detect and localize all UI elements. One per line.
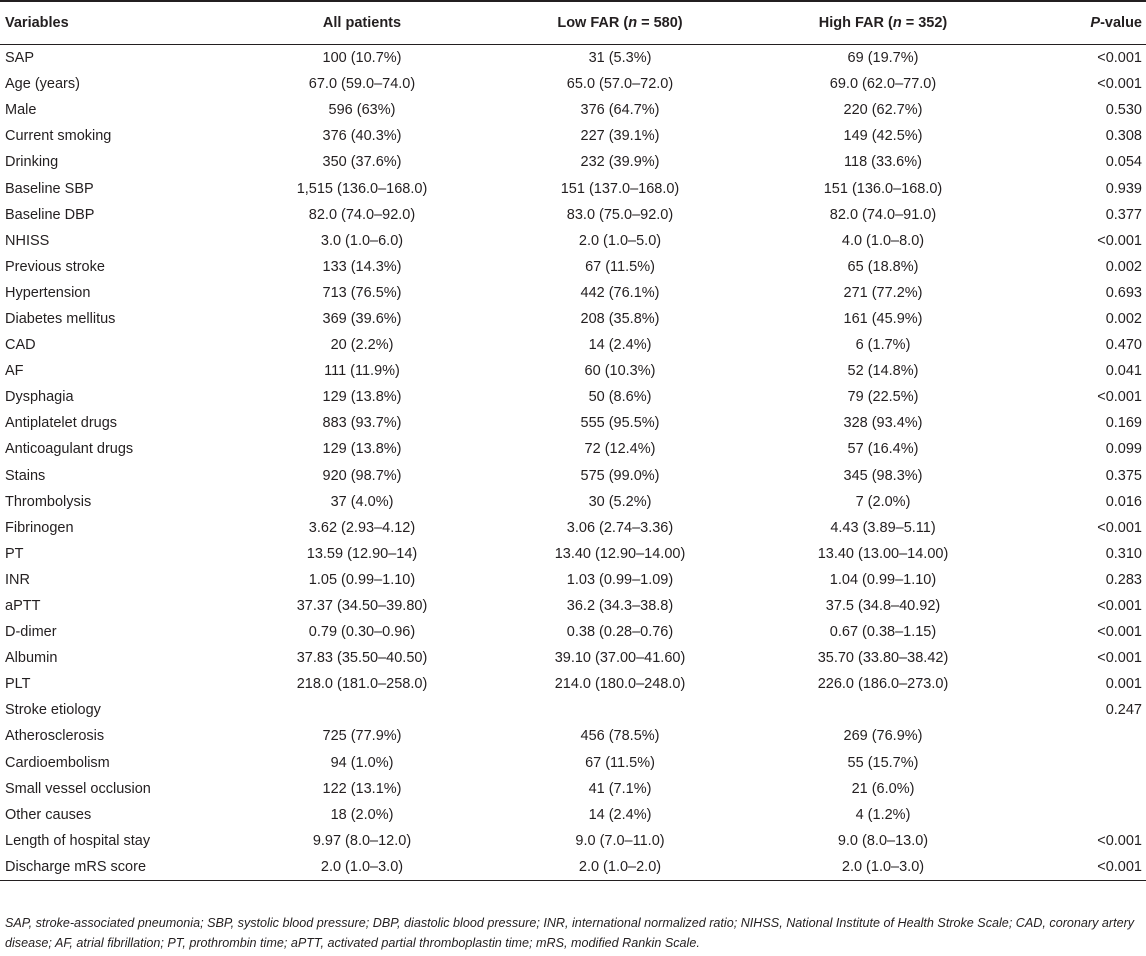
row-variable: Hypertension	[5, 284, 91, 301]
cell-low-far: 67 (11.5%)	[585, 258, 655, 275]
cell-all-patients: 3.62 (2.93–4.12)	[308, 519, 416, 536]
cell-low-far: 13.40 (12.90–14.00)	[554, 545, 686, 562]
cell-low-far: 60 (10.3%)	[584, 363, 656, 380]
row-variable: Baseline SBP	[5, 180, 94, 197]
header-p-suffix: -value	[1100, 15, 1142, 31]
cell-p-value: <0.001	[1097, 232, 1142, 249]
cell-high-far: 69 (19.7%)	[847, 50, 919, 67]
row-variable: Cardioembolism	[5, 754, 110, 771]
row-variable: Age (years)	[5, 76, 80, 93]
table-row	[0, 332, 1146, 358]
cell-p-value: 0.283	[1105, 571, 1142, 588]
cell-all-patients: 920 (98.7%)	[322, 467, 402, 484]
row-variable: Small vessel occlusion	[5, 780, 151, 797]
cell-high-far: 0.67 (0.38–1.15)	[829, 624, 937, 641]
cell-high-far: 4.0 (1.0–8.0)	[841, 232, 925, 249]
cell-low-far: 41 (7.1%)	[588, 780, 652, 797]
row-variable: NHISS	[5, 232, 50, 249]
cell-low-far: 227 (39.1%)	[580, 128, 660, 145]
cell-low-far: 456 (78.5%)	[580, 728, 660, 745]
row-variable: Drinking	[5, 154, 59, 171]
header-low-far-prefix: Low FAR (	[557, 15, 629, 31]
cell-low-far: 39.10 (37.00–41.60)	[554, 650, 686, 667]
row-variable: Albumin	[5, 650, 58, 667]
cell-p-value: 0.041	[1105, 363, 1142, 380]
table-header	[0, 1, 1146, 45]
cell-high-far: 151 (136.0–168.0)	[823, 180, 943, 197]
cell-all-patients: 133 (14.3%)	[322, 258, 402, 275]
cell-p-value: <0.001	[1097, 624, 1142, 641]
cell-p-value: 0.375	[1105, 467, 1142, 484]
table-row	[0, 463, 1146, 489]
table-row	[0, 71, 1146, 97]
cell-low-far: 376 (64.7%)	[580, 102, 660, 119]
row-variable: INR	[5, 571, 30, 588]
cell-high-far: 79 (22.5%)	[847, 389, 919, 406]
cell-p-value: 0.016	[1105, 493, 1142, 510]
header-row	[0, 1, 1146, 45]
cell-high-far: 37.5 (34.8–40.92)	[825, 598, 941, 615]
cell-all-patients	[233, 697, 491, 723]
cell-p-value: <0.001	[1097, 50, 1142, 67]
cell-p-value: 0.310	[1105, 545, 1142, 562]
cell-high-far: 69.0 (62.0–77.0)	[829, 76, 937, 93]
cell-low-far: 30 (5.2%)	[588, 493, 652, 510]
cell-p-value: 0.470	[1105, 337, 1142, 354]
cell-low-far: 214.0 (180.0–248.0)	[554, 676, 686, 693]
cell-low-far: 9.0 (7.0–11.0)	[575, 832, 665, 849]
cell-low-far: 208 (35.8%)	[580, 310, 660, 327]
cell-low-far: 65.0 (57.0–72.0)	[566, 76, 674, 93]
table-body	[0, 45, 1146, 881]
row-variable: D-dimer	[5, 624, 57, 641]
cell-all-patients: 376 (40.3%)	[322, 128, 402, 145]
cell-p-value: <0.001	[1097, 650, 1142, 667]
cell-all-patients: 13.59 (12.90–14)	[306, 545, 418, 562]
table-row	[0, 384, 1146, 410]
cell-high-far: 35.70 (33.80–38.42)	[817, 650, 949, 667]
table-row	[0, 593, 1146, 619]
header-high-far-n: n	[892, 15, 902, 31]
cell-all-patients: 218.0 (181.0–258.0)	[296, 676, 428, 693]
header-low-far-n: n	[628, 15, 638, 31]
cell-all-patients: 37 (4.0%)	[330, 493, 394, 510]
row-variable: Discharge mRS score	[0, 854, 233, 881]
row-variable: PT	[5, 545, 24, 562]
table-row	[0, 97, 1146, 123]
cell-p-value: 0.002	[1105, 258, 1142, 275]
cell-high-far: 1.04 (0.99–1.10)	[829, 571, 937, 588]
row-variable: Antiplatelet drugs	[5, 415, 118, 432]
cell-low-far: 67 (11.5%)	[585, 754, 655, 771]
cell-low-far	[491, 697, 749, 723]
table-row	[0, 515, 1146, 541]
cell-all-patients: 883 (93.7%)	[322, 415, 402, 432]
cell-all-patients: 111 (11.9%)	[324, 363, 400, 380]
cell-all-patients: 100 (10.7%)	[322, 50, 402, 67]
header-high-far-prefix: High FAR (	[818, 15, 893, 31]
row-variable: Stains	[5, 467, 46, 484]
cell-high-far: 82.0 (74.0–91.0)	[829, 206, 937, 223]
table-row	[0, 671, 1146, 697]
table-row	[0, 175, 1146, 201]
cell-high-far: 328 (93.4%)	[843, 415, 923, 432]
table-row	[0, 410, 1146, 436]
cell-p-value: 0.308	[1105, 128, 1142, 145]
cell-low-far: 3.06 (2.74–3.36)	[566, 519, 674, 536]
cell-high-far: 9.0 (8.0–13.0)	[837, 832, 929, 849]
cell-all-patients: 713 (76.5%)	[322, 284, 402, 301]
row-variable: Thrombolysis	[5, 493, 92, 510]
cell-high-far: 7 (2.0%)	[855, 493, 911, 510]
header-p-value	[1017, 1, 1146, 45]
cell-high-far: 220 (62.7%)	[843, 102, 923, 119]
cell-low-far: 575 (99.0%)	[580, 467, 660, 484]
cell-low-far: 14 (2.4%)	[588, 806, 652, 823]
table-row	[0, 254, 1146, 280]
cell-high-far: 4 (1.2%)	[855, 806, 911, 823]
cell-all-patients: 0.79 (0.30–0.96)	[308, 624, 416, 641]
row-variable: Anticoagulant drugs	[5, 441, 134, 458]
table-row	[0, 619, 1146, 645]
row-variable: Atherosclerosis	[5, 728, 105, 745]
cell-all-patients: 67.0 (59.0–74.0)	[308, 76, 416, 93]
cell-all-patients: 20 (2.2%)	[330, 337, 394, 354]
cell-low-far: 31 (5.3%)	[588, 50, 652, 67]
cell-low-far: 442 (76.1%)	[580, 284, 660, 301]
cell-p-value	[1017, 750, 1146, 776]
header-low-far-suffix: = 580)	[637, 15, 683, 31]
cell-p-value: <0.001	[1097, 519, 1142, 536]
header-high-far	[749, 1, 1017, 45]
cell-p-value: 0.939	[1105, 180, 1142, 197]
cell-low-far: 232 (39.9%)	[580, 154, 660, 171]
cell-all-patients: 1.05 (0.99–1.10)	[308, 571, 416, 588]
cell-p-value: 0.001	[1105, 676, 1142, 693]
cell-p-value: 0.530	[1105, 102, 1142, 119]
cell-all-patients: 369 (39.6%)	[322, 310, 402, 327]
row-variable: Previous stroke	[5, 258, 105, 275]
row-variable: aPTT	[5, 598, 41, 615]
cell-high-far: 269 (76.9%)	[843, 728, 923, 745]
cell-p-value: <0.001	[1097, 76, 1142, 93]
table-row	[0, 802, 1146, 828]
cell-low-far: 151 (137.0–168.0)	[560, 180, 680, 197]
cell-high-far: 57 (16.4%)	[847, 441, 919, 458]
table-row	[0, 854, 1146, 881]
cell-p-value: 0.002	[1105, 310, 1142, 327]
cell-all-patients: 2.0 (1.0–3.0)	[233, 854, 491, 881]
header-p-italic: P	[1090, 15, 1101, 31]
cell-p-value: 0.377	[1105, 206, 1142, 223]
table-row	[0, 723, 1146, 749]
cell-all-patients: 9.97 (8.0–12.0)	[312, 832, 412, 849]
cell-all-patients: 94 (1.0%)	[330, 754, 394, 771]
cell-all-patients: 82.0 (74.0–92.0)	[308, 206, 416, 223]
cell-high-far: 271 (77.2%)	[843, 284, 923, 301]
row-variable: Stroke etiology	[5, 702, 101, 719]
cell-high-far: 161 (45.9%)	[843, 310, 923, 327]
row-variable: Dysphagia	[5, 389, 74, 406]
cell-high-far: 118 (33.6%)	[844, 154, 922, 171]
cell-all-patients: 37.37 (34.50–39.80)	[296, 598, 428, 615]
cell-p-value: <0.001	[1097, 598, 1142, 615]
table-row	[0, 202, 1146, 228]
row-variable: Diabetes mellitus	[5, 310, 116, 327]
cell-high-far	[749, 697, 1017, 723]
cell-p-value	[1017, 723, 1146, 749]
row-variable: Other causes	[5, 806, 92, 823]
table-row	[0, 436, 1146, 462]
table-row	[0, 45, 1146, 72]
cell-p-value: 0.247	[1105, 702, 1142, 719]
cell-p-value	[1017, 776, 1146, 802]
row-variable: Fibrinogen	[5, 519, 74, 536]
cell-low-far: 1.03 (0.99–1.09)	[566, 571, 674, 588]
table-row	[0, 280, 1146, 306]
cell-all-patients: 122 (13.1%)	[322, 780, 402, 797]
cell-high-far: 2.0 (1.0–3.0)	[749, 854, 1017, 881]
cell-high-far: 55 (15.7%)	[847, 754, 919, 771]
cell-low-far: 555 (95.5%)	[580, 415, 660, 432]
row-variable: Length of hospital stay	[5, 832, 151, 849]
cell-high-far: 13.40 (13.00–14.00)	[817, 545, 949, 562]
cell-all-patients: 3.0 (1.0–6.0)	[320, 232, 404, 249]
table-row	[0, 828, 1146, 854]
cell-p-value: 0.099	[1105, 441, 1142, 458]
cell-all-patients: 129 (13.8%)	[322, 441, 402, 458]
table-row	[0, 358, 1146, 384]
row-variable: AF	[5, 363, 24, 380]
row-variable: PLT	[5, 676, 31, 693]
cell-high-far: 345 (98.3%)	[843, 467, 923, 484]
cell-low-far: 83.0 (75.0–92.0)	[566, 206, 674, 223]
row-variable: Baseline DBP	[5, 206, 95, 223]
cell-high-far: 21 (6.0%)	[851, 780, 915, 797]
cell-p-value: <0.001	[1097, 389, 1142, 406]
table-row	[0, 306, 1146, 332]
row-variable: SAP	[5, 50, 35, 67]
cell-high-far: 4.43 (3.89–5.11)	[830, 519, 936, 536]
cell-p-value: <0.001	[1017, 854, 1146, 881]
header-all-patients: All patients	[233, 1, 491, 45]
table-row	[0, 645, 1146, 671]
cell-p-value: <0.001	[1097, 832, 1142, 849]
header-variables: Variables	[0, 1, 233, 45]
cell-all-patients: 37.83 (35.50–40.50)	[296, 650, 428, 667]
cell-all-patients: 18 (2.0%)	[330, 806, 394, 823]
table-row	[0, 149, 1146, 175]
table-row	[0, 123, 1146, 149]
table-row	[0, 567, 1146, 593]
header-high-far-suffix: = 352)	[901, 15, 948, 31]
table-row	[0, 489, 1146, 515]
cell-all-patients: 1,515 (136.0–168.0)	[296, 180, 428, 197]
table-row	[0, 750, 1146, 776]
header-low-far	[491, 1, 749, 45]
row-variable: Current smoking	[5, 128, 112, 145]
cell-p-value: 0.693	[1105, 284, 1142, 301]
table-row	[0, 228, 1146, 254]
cell-low-far: 36.2 (34.3–38.8)	[566, 598, 674, 615]
cell-p-value: 0.169	[1105, 415, 1142, 432]
cell-high-far: 6 (1.7%)	[855, 337, 911, 354]
cell-low-far: 72 (12.4%)	[584, 441, 656, 458]
cell-low-far: 0.38 (0.28–0.76)	[566, 624, 674, 641]
cell-low-far: 14 (2.4%)	[588, 337, 652, 354]
row-variable: Male	[5, 102, 37, 119]
cell-high-far: 149 (42.5%)	[843, 128, 923, 145]
cell-all-patients: 350 (37.6%)	[322, 154, 402, 171]
row-variable: CAD	[5, 337, 36, 354]
cell-low-far: 2.0 (1.0–2.0)	[491, 854, 749, 881]
cell-low-far: 2.0 (1.0–5.0)	[578, 232, 662, 249]
cell-high-far: 52 (14.8%)	[847, 363, 919, 380]
cell-all-patients: 596 (63%)	[328, 102, 396, 119]
cell-p-value: 0.054	[1105, 154, 1142, 171]
table-row	[0, 541, 1146, 567]
cell-high-far: 226.0 (186.0–273.0)	[817, 676, 949, 693]
table-row	[0, 776, 1146, 802]
cell-all-patients: 129 (13.8%)	[322, 389, 402, 406]
cell-p-value	[1017, 802, 1146, 828]
table-footnote: SAP, stroke-associated pneumonia; SBP, systolic blood pressure; DBP, diastolic blood pressure; INR, international normalized ratio; NIHSS, National Institute of Health Stroke Scale; CAD, coronary artery disease; AF, atrial fibrillation; PT, prothrombin time; aPTT, activated partial thromboplastin time; mRS, modified Rankin Scale.	[5, 916, 1135, 950]
cell-all-patients: 725 (77.9%)	[322, 728, 402, 745]
table-row	[0, 697, 1146, 723]
cell-high-far: 65 (18.8%)	[847, 258, 919, 275]
cell-low-far: 50 (8.6%)	[588, 389, 652, 406]
